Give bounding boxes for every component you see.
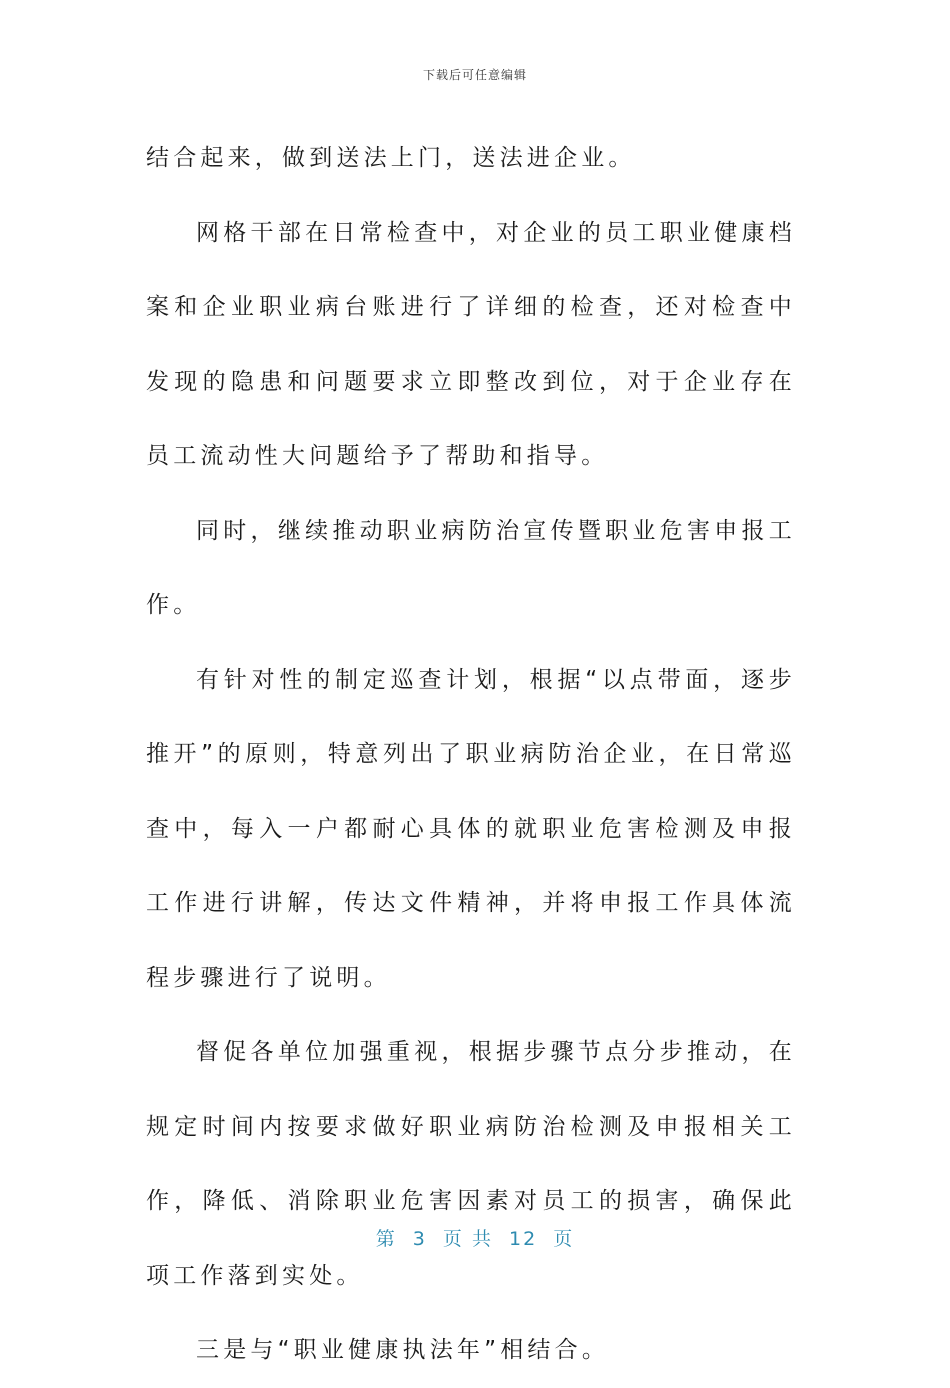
- paragraph: 督促各单位加强重视，根据步骤节点分步推动，在规定时间内按要求做好职业病防治检测及申报相关工作，降低、消除职业危害因素对员工的损害，确保此项工作落到实处。: [146, 1039, 796, 1289]
- body-text: [146, 121, 796, 1388]
- paragraph: 有针对性的制定巡查计划，根据“以点带面，逐步推开”的原则，特意列出了职业病防治企业，在日常巡查中，每入一户都耐心具体的就职业危害检测及申报工作进行讲解，传达文件精神，并将申报工作具体流程步骤进行了说明。: [146, 666, 796, 991]
- paragraph: 三是与“职业健康执法年”相结合。: [196, 1337, 610, 1363]
- header-note: 下载后可任意编辑: [422, 68, 527, 82]
- page-number-footer: 第 3 页 共 12 页: [375, 1228, 575, 1250]
- paragraph: 网格干部在日常检查中，对企业的员工职业健康档案和企业职业病台账进行了详细的检查，还对检查中发现的隐患和问题要求立即整改到位，对于企业存在员工流动性大问题给予了帮助和指导。: [146, 219, 796, 469]
- paragraph: 同时，继续推动职业病防治宣传暨职业危害申报工作。: [146, 517, 796, 618]
- paragraph: 结合起来，做到送法上门，送法进企业。: [146, 145, 636, 171]
